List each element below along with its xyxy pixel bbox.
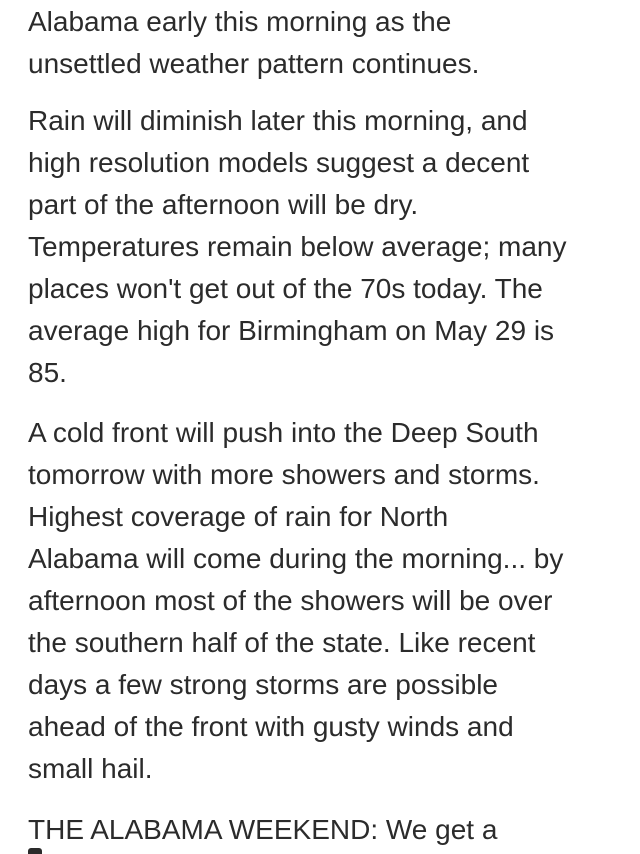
text-line: ahead of the front with gusty winds and xyxy=(28,711,514,742)
text-line: tomorrow with more showers and storms. xyxy=(28,459,540,490)
text-line: Alabama will come during the morning... by xyxy=(28,543,564,574)
text-line: the southern half of the state. Like recent xyxy=(28,627,536,658)
text-line: days a few strong storms are possible xyxy=(28,669,498,700)
text-line: unsettled weather pattern continues. xyxy=(28,48,480,79)
text-line: high resolution models suggest a decent xyxy=(28,147,530,178)
paragraph-cold-front xyxy=(28,412,563,790)
text-line: small hail. xyxy=(28,753,153,784)
text-line: Rain will diminish later this morning, and xyxy=(28,105,528,136)
text-line: Temperatures remain below average; many xyxy=(28,231,567,262)
text-line: places won't get out of the 70s today. The xyxy=(28,273,543,304)
paragraph-early-morning xyxy=(28,1,479,85)
paragraph-weekend-heading xyxy=(28,809,497,851)
text-line: part of the afternoon will be dry. xyxy=(28,189,419,220)
cut-off-text-line xyxy=(28,848,42,854)
text-line: THE ALABAMA WEEKEND: We get a xyxy=(28,814,498,845)
text-line: 85. xyxy=(28,357,67,388)
text-line: average high for Birmingham on May 29 is xyxy=(28,315,555,346)
text-line: Highest coverage of rain for North xyxy=(28,501,449,532)
text-line: Alabama early this morning as the xyxy=(28,6,452,37)
text-line: afternoon most of the showers will be over xyxy=(28,585,553,616)
paragraph-rain-diminish xyxy=(28,100,566,394)
text-line: A cold front will push into the Deep South xyxy=(28,417,539,448)
